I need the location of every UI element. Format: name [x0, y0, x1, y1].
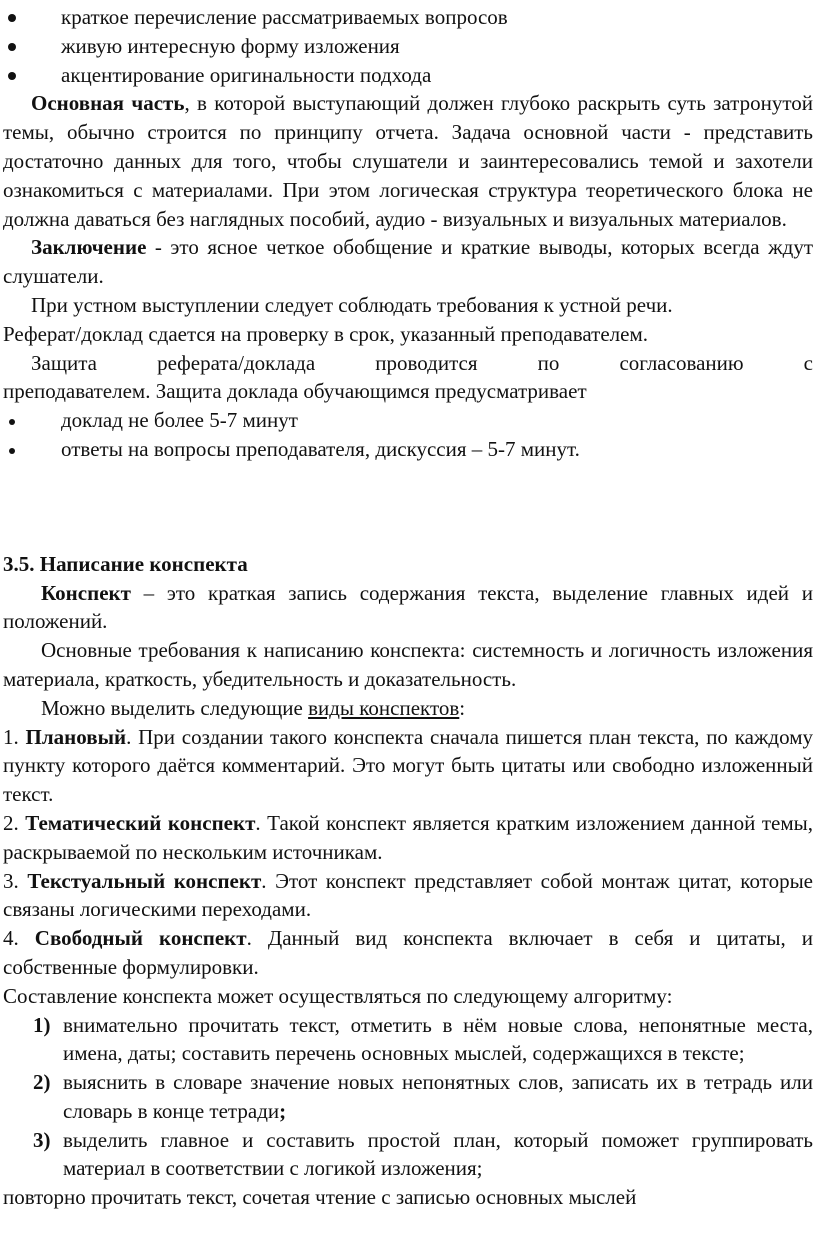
definition-text: – это краткая запись содержания текста, выделение главных идей и положений. [3, 580, 813, 634]
type-text: . Этот конспект представляет собой монтаж цитат, которые связаны логическими переходами. [3, 868, 813, 922]
conclusion-text: - это ясное четкое обобщение и краткие выводы, которых всегда ждут слушатели. [3, 235, 813, 289]
types-intro-colon: : [459, 695, 466, 720]
bullet-icon [8, 14, 16, 22]
submission-paragraph: Реферат/доклад сдается на проверку в срок, указанный преподавателем. [3, 321, 648, 346]
conclusion-term: Заключение [31, 235, 147, 260]
type-text: . Данный вид конспекта включает в себя и цитаты, и собственные формулировки. [3, 926, 814, 979]
type-item [3, 809, 813, 867]
type-term: Свободный конспект [34, 926, 247, 951]
type-term: Тематический конспект [25, 810, 256, 835]
spacer [3, 464, 813, 550]
types-intro-text: Можно выделить следующие [41, 695, 309, 720]
list-item [3, 61, 813, 90]
oral-requirements-paragraph: При устном выступлении следует соблюдать требования к устной речи. [31, 292, 673, 317]
algorithm-intro: Составление конспекта может осуществляться по следующему алгоритму: [3, 983, 673, 1008]
step-text: внимательно прочитать текст, отметить в нём новые слова, непонятные места, имена, даты; составить перечень основных мыслей, содержащихся в тексте; [63, 1012, 813, 1066]
section-title: 3.5. Написание конспекта [3, 551, 248, 576]
definition-term: Конспект [41, 580, 131, 605]
type-text: . Такой конспект является кратким изложением данной темы, раскрываемой по нескольким источникам. [3, 810, 813, 864]
step-number: 3) [33, 1127, 51, 1152]
list-item-text: ответы на вопросы преподавателя, дискуссия – 5-7 минут. [61, 436, 580, 461]
types-intro-underlined: виды конспектов [308, 695, 460, 720]
algorithm-step [3, 1068, 813, 1126]
type-number: 3. [3, 868, 28, 893]
type-item [3, 723, 813, 809]
main-part-paragraph [3, 89, 813, 233]
main-part-term: Основная часть [31, 91, 185, 116]
type-number: 4. [3, 926, 35, 951]
list-item-text: акцентирование оригинальности подхода [61, 62, 432, 87]
algorithm-step [3, 1011, 813, 1069]
definition-paragraph [3, 579, 813, 637]
list-item-text: краткое перечисление рассматриваемых вопросов [61, 5, 508, 29]
list-item [3, 32, 813, 61]
step-number: 2) [33, 1070, 51, 1095]
list-item-text: доклад не более 5-7 минут [61, 408, 298, 433]
type-number: 2. [3, 810, 26, 835]
final-line: повторно прочитать текст, сочетая чтение с записью основных мыслей [3, 1185, 637, 1210]
defense-line-2: преподавателем. Защита доклада обучающимся предусматривает [3, 379, 587, 404]
type-text: . При создании такого конспекта сначала пишется план текста, по каждому пункту которого даётся комментарий. Это могут быть цитаты или свободно изложенный текст. [3, 724, 813, 807]
main-part-text: , в которой выступающий должен глубоко раскрыть суть затронутой темы, обычно строится по принципу отчета. Задача основной части - представить достаточно данных для того, чтобы слушатели и заинтересовались темой и захотели ознакомиться с материалами. При этом логическая структура теоретического блока не должна даваться без наглядных пособий, аудио - визуальных и визуальных материалов. [3, 91, 813, 231]
type-term: Плановый [25, 724, 127, 749]
algorithm-step [3, 1126, 813, 1184]
list-item [3, 3, 813, 32]
step-tail: ; [279, 1098, 287, 1123]
type-item [3, 924, 813, 982]
bullet-icon [9, 419, 15, 425]
list-item-text: живую интересную форму изложения [61, 33, 400, 58]
type-number: 1. [3, 724, 26, 749]
conclusion-paragraph [3, 233, 813, 291]
step-text: выяснить в словаре значение новых непонятных слов, записать их в тетрадь или словарь в конце тетради [63, 1070, 813, 1123]
bullet-icon [8, 72, 16, 80]
step-number: 1) [33, 1012, 51, 1037]
types-intro-paragraph [3, 694, 813, 723]
list-item [3, 435, 813, 464]
type-term: Текстуальный конспект [27, 868, 262, 893]
list-item [3, 406, 813, 435]
requirements-paragraph: Основные требования к написанию конспекта: системность и логичность изложения материала, краткость, убедительность и доказательность. [3, 638, 813, 691]
bullet-icon [8, 43, 16, 51]
step-text: выделить главное и составить простой план, который поможет группировать материал в соответствии с логикой изложения; [63, 1127, 813, 1181]
defense-line-1: Защита реферата/доклада проводится по согласованию с [31, 350, 813, 375]
type-item [3, 867, 813, 925]
bullet-icon [9, 448, 15, 454]
